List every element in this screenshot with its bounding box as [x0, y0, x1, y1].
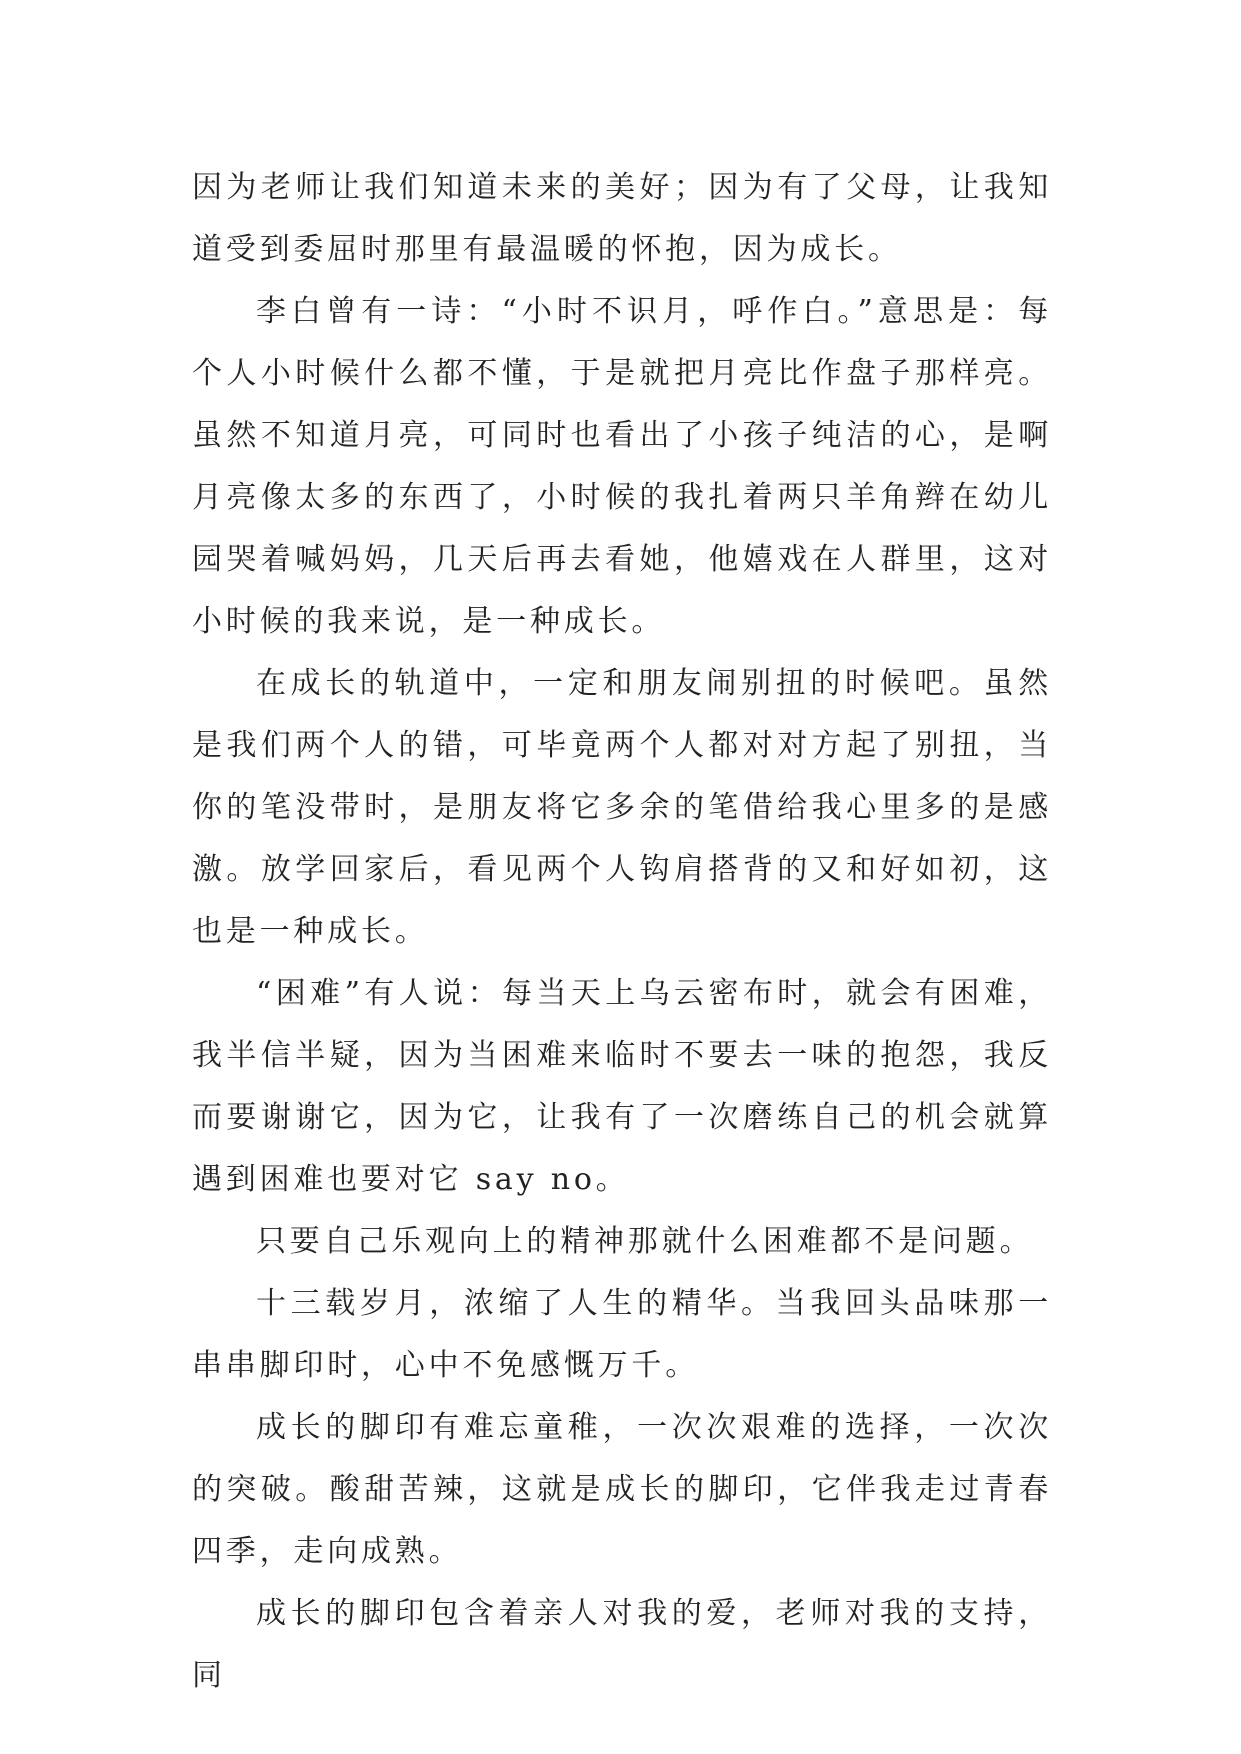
paragraph-1: 因为老师让我们知道未来的美好；因为有了父母，让我知道受到委屈时那里有最温暖的怀抱，因为成长。	[192, 170, 1052, 267]
paragraph-6: 十三载岁月，浓缩了人生的精华。当我回头品味那一串串脚印时，心中不免感慨万千。	[192, 1286, 1052, 1383]
paragraph-8: 成长的脚印包含着亲人对我的爱，老师对我的支持，同	[192, 1596, 1052, 1693]
paragraph-2: 李白曾有一诗：“小时不识月，呼作白。”意思是：每个人小时候什么都不懂，于是就把月亮比作盘子那样亮。虽然不知道月亮，可同时也看出了小孩子纯洁的心，是啊月亮像太多的东西了，小时候的我扎着两只羊角辫在幼儿园哭着喊妈妈，几天后再去看她，他嬉戏在人群里，这对小时候的我来说，是一种成长。	[192, 294, 1052, 639]
paragraph-4: “困难”有人说：每当天上乌云密布时，就会有困难，我半信半疑，因为当困难来临时不要去一味的抱怨，我反而要谢谢它，因为它，让我有了一次磨练自己的机会就算遇到困难也要对它 say no。	[192, 976, 1052, 1197]
document-body	[192, 157, 1052, 1707]
paragraph-7: 成长的脚印有难忘童稚，一次次艰难的选择，一次次的突破。酸甜苦辣，这就是成长的脚印，它伴我走过青春四季，走向成熟。	[192, 1410, 1052, 1569]
paragraph-3: 在成长的轨道中，一定和朋友闹别扭的时候吧。虽然是我们两个人的错，可毕竟两个人都对对方起了别扭，当你的笔没带时，是朋友将它多余的笔借给我心里多的是感激。放学回家后，看见两个人钩肩搭背的又和好如初，这也是一种成长。	[192, 666, 1052, 949]
paragraph-5: 只要自己乐观向上的精神那就什么困难都不是问题。	[256, 1224, 1034, 1259]
